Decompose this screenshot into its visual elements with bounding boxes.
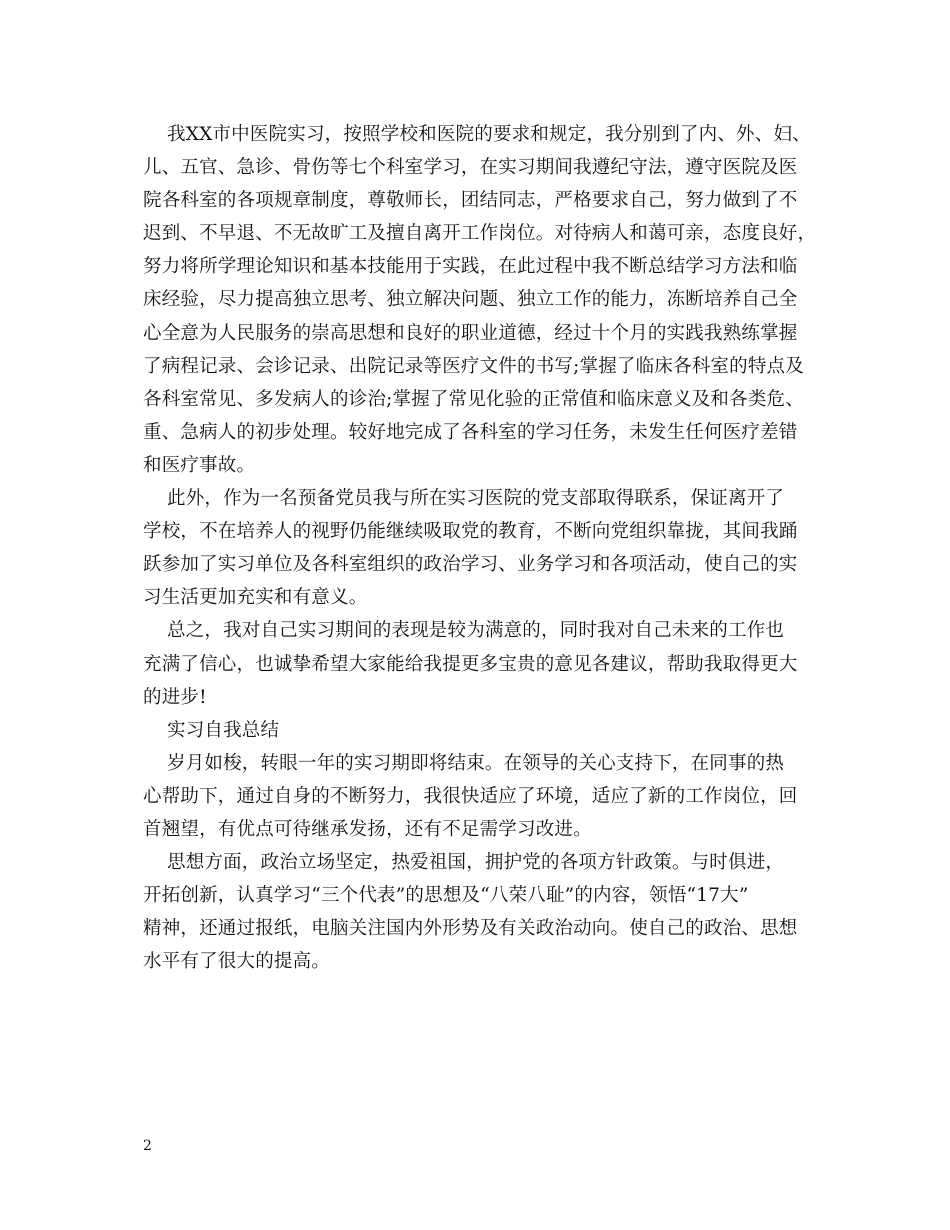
text-line: 心全意为人民服务的崇高思想和良好的职业道德，经过十个月的实践我熟练掌握	[143, 322, 798, 344]
text-line: 水平有了很大的提高。	[143, 951, 331, 973]
text-line: 儿、五官、急诊、骨伤等七个科室学习，在实习期间我遵纪守法，遵守医院及医	[143, 157, 798, 179]
text-line: 迟到、不早退、不无故旷工及擅自离开工作岗位。对待病人和蔼可亲，态度良好，	[143, 223, 817, 245]
text-line: 各科室常见、多发病人的诊治;掌握了常见化验的正常值和临床意义及和各类危、	[143, 388, 804, 410]
paragraph-ideology	[143, 846, 803, 978]
heading-self-summary: 实习自我总结	[167, 719, 280, 741]
text-line: 思想方面，政治立场坚定，热爱祖国，拥护党的各项方针政策。与时俱进，	[167, 852, 785, 874]
text-line: 床经验，尽力提高独立思考、独立解决问题、独立工作的能力，冻断培养自己全	[143, 289, 798, 311]
text-line: 院各科室的各项规章制度，尊敬师长，团结同志，严格要求自己，努力做到了不	[143, 190, 798, 212]
text-line: 总之，我对自己实习期间的表现是较为满意的，同时我对自己未来的工作也	[167, 620, 785, 642]
text-line: 跃参加了实习单位及各科室组织的政治学习、业务学习和各项活动，使自己的实	[143, 554, 798, 576]
text-line: 开拓创新，认真学习“三个代表”的思想及“八荣八耻”的内容，领悟“17大”	[143, 885, 749, 907]
text-line: 了病程记录、会诊记录、出院记录等医疗文件的书写;掌握了临床各科室的特点及	[143, 355, 804, 377]
paragraph-party	[143, 482, 803, 614]
text-line: 的进步!	[143, 686, 207, 708]
paragraph-internship-overview	[143, 118, 817, 482]
text-line: 首翘望，有优点可待继承发扬，还有不足需学习改进。	[143, 818, 592, 840]
text-line: 精神，还通过报纸，电脑关注国内外形势及有关政治动向。使自己的政治、思想	[143, 918, 798, 940]
text-line: 岁月如梭，转眼一年的实习期即将结束。在领导的关心支持下，在同事的热	[167, 752, 785, 774]
text-line: 和医疗事故。	[143, 454, 256, 476]
text-line: 充满了信心，也诚挚希望大家能给我提更多宝贵的意见各建议，帮助我取得更大	[143, 653, 798, 675]
text-line: 我XX市中医院实习，按照学校和医院的要求和规定，我分别到了内、外、妇、	[167, 124, 811, 145]
text-line: 心帮助下，通过自身的不断努力，我很快适应了环境，适应了新的工作岗位，回	[143, 785, 798, 807]
paragraph-year-end	[143, 747, 803, 846]
paragraph-conclusion	[143, 614, 803, 713]
text-line: 此外，作为一名预备党员我与所在实习医院的党支部取得联系，保证离开了	[167, 488, 785, 510]
text-line: 学校，不在培养人的视野仍能继续吸取党的教育，不断向党组织靠拢，其间我踊	[143, 521, 798, 543]
section-heading	[143, 714, 803, 747]
text-line: 努力将所学理论知识和基本技能用于实践，在此过程中我不断总结学习方法和临	[143, 256, 798, 278]
text-line: 习生活更加充实和有意义。	[143, 587, 368, 609]
text-line: 重、急病人的初步处理。较好地完成了各科室的学习任务，未发生任何医疗差错	[143, 421, 798, 443]
document-body	[143, 118, 817, 978]
page-number: 2	[143, 1138, 152, 1154]
